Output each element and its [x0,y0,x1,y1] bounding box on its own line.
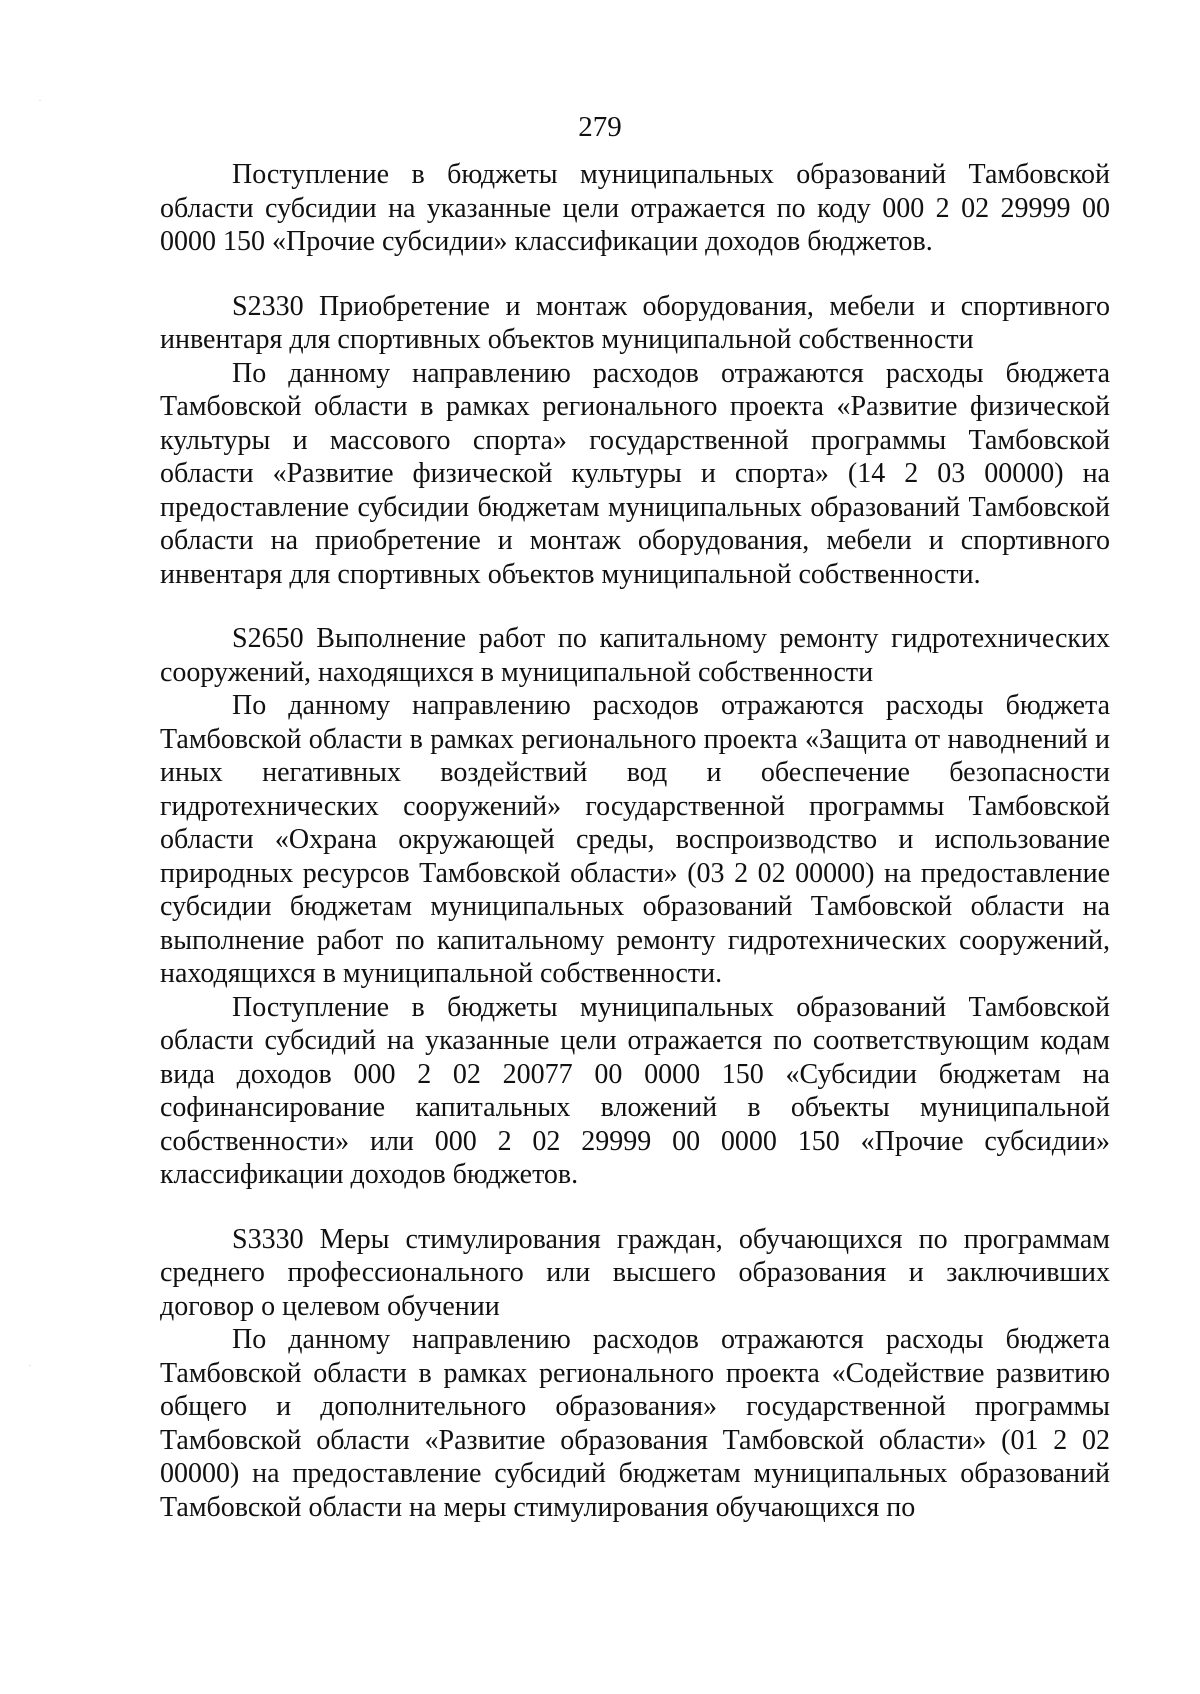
paragraph-income-subsidy: Поступление в бюджеты муниципальных образований Тамбовской области субсидии на указанные цели отражается по коду 000 2 02 29999 00 0000 150 «Прочие субсидии» классификации доходов бюджетов. [160,159,1110,257]
scan-margin-marks [0,0,60,1694]
paragraph-s2650-income: Поступление в бюджеты муниципальных образований Тамбовской области субсидий на указанные цели отражается по соответствующим кодам вида доходов 000 2 02 20077 00 0000 150 «Субсидии бюджетам на софинансирование капитальных вложений в объекты муниципальной собственности» или 000 2 02 29999 00 0000 150 «Прочие субсидии» классификации доходов бюджетов. [160,991,1110,1190]
section-title-s2650: S2650 Выполнение работ по капитальному ремонту гидротехнических сооружений, находящихся в муниципальной собственности [160,623,1110,688]
section-title-s3330: S3330 Меры стимулирования граждан, обучающихся по программам среднего профессионального или высшего образования и заключивших договор о целевом обучении [160,1223,1110,1322]
document-body [160,158,1110,1524]
section-title-s2330: S2330 Приобретение и монтаж оборудования, мебели и спортивного инвентаря для спортивных объектов муниципальной собственности [160,290,1110,355]
paragraph-s2650-description: По данному направлению расходов отражаются расходы бюджета Тамбовской области в рамках регионального проекта «Защита от наводнений и иных негативных воздействий вод и обеспечение безопасности гидротехнических сооружений» государственной программы Тамбовской области «Охрана окружающей среды, воспроизводство и использование природных ресурсов Тамбовской области» (03 2 02 00000) на предоставление субсидии бюджетам муниципальных образований Тамбовской области на выполнение работ по капитальному ремонту гидротехнических сооружений, находящихся в муниципальной собственности. [160,690,1110,989]
paragraph-s3330-description: По данному направлению расходов отражаются расходы бюджета Тамбовской области в рамках регионального проекта «Содействие развитию общего и дополнительного образования» государственной программы Тамбовской области «Развитие образования Тамбовской области» (01 2 02 00000) на предоставление субсидий бюджетам муниципальных образований Тамбовской области на меры стимулирования обучающихся по [160,1324,1110,1523]
page-number: 279 [578,111,622,143]
paragraph-s2330-description: По данному направлению расходов отражаются расходы бюджета Тамбовской области в рамках регионального проекта «Развитие физической культуры и массового спорта» государственной программы Тамбовской области «Развитие физической культуры и спорта» (14 2 03 00000) на предоставление субсидии бюджетам муниципальных образований Тамбовской области на приобретение и монтаж оборудования, мебели и спортивного инвентаря для спортивных объектов муниципальной собственности. [160,357,1110,590]
